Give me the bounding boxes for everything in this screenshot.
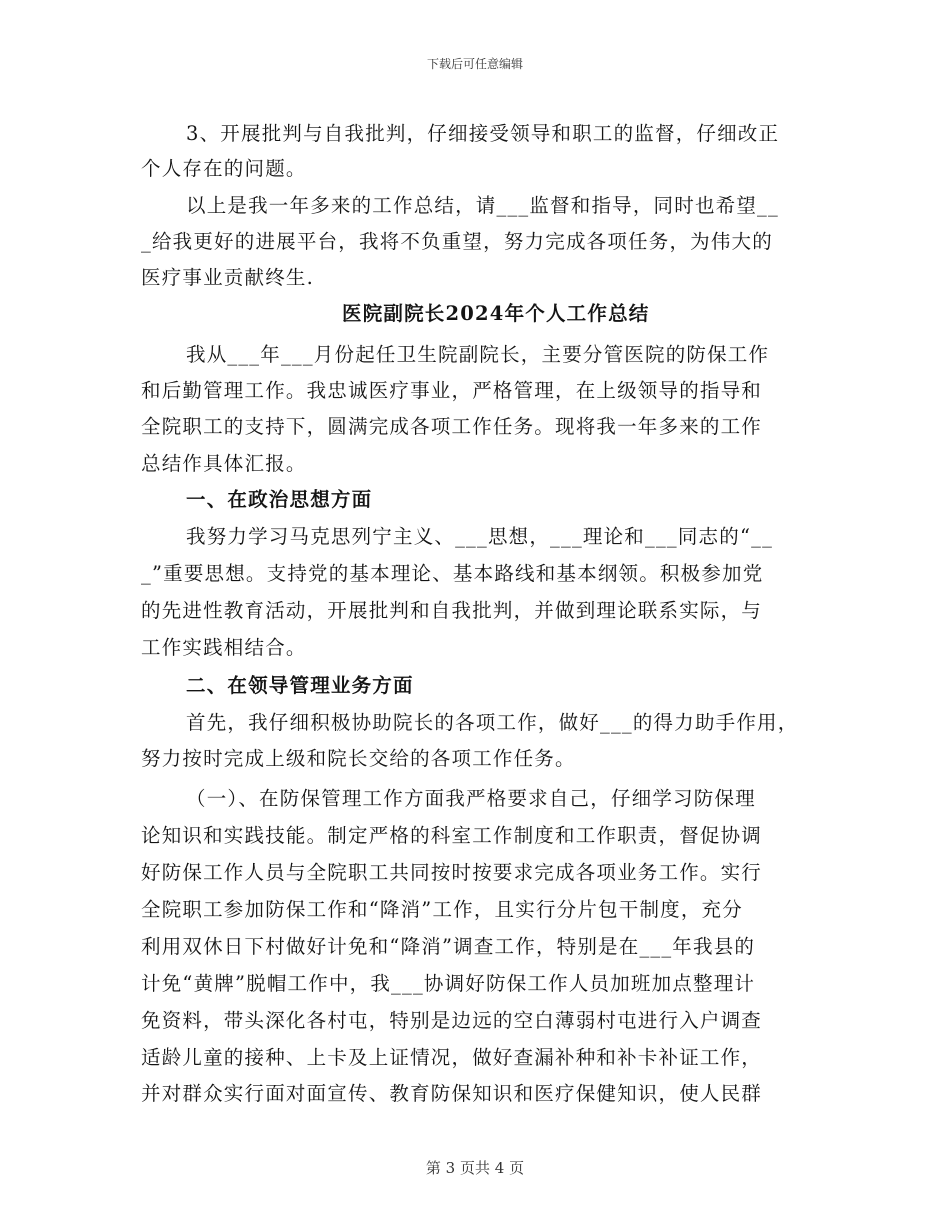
paragraph-line: 医疗事业贡献终生. xyxy=(141,266,314,289)
paragraph-line: 全院职工的支持下，圆满完成各项工作任务。现将我一年多来的工作 xyxy=(141,415,763,438)
paragraph-line: 工作实践相结合。 xyxy=(141,636,307,659)
section-heading-politics: 一、在政治思想方面 xyxy=(186,488,373,511)
paragraph-line: 我从___年___月份起任卫生院副院长，主要分管医院的防保工作 xyxy=(186,343,770,366)
paragraph-line: 免资料，带头深化各村屯，特别是边远的空白薄弱村屯进行入户调查 xyxy=(141,1009,763,1032)
paragraph-line: 适龄儿童的接种、上卡及上证情况，做好查漏补种和补卡补证工作， xyxy=(141,1046,763,1069)
paragraph-line: 总结作具体汇报。 xyxy=(141,452,307,475)
paragraph-line: 好防保工作人员与全院职工共同按时按要求完成各项业务工作。实行 xyxy=(141,861,763,884)
paragraph-line: 论知识和实践技能。制定严格的科室工作制度和工作职责，督促协调 xyxy=(141,824,763,847)
paragraph-line: 个人存在的问题。 xyxy=(141,157,307,180)
paragraph-line: 努力按时完成上级和院长交给的各项工作任务。 xyxy=(141,747,576,770)
paragraph-line: 首先，我仔细积极协助院长的各项工作，做好___的得力助手作用， xyxy=(186,711,799,734)
paragraph-line: 和后勤管理工作。我忠诚医疗事业，严格管理，在上级领导的指导和 xyxy=(141,379,763,402)
paragraph-line: 并对群众实行面对面宣传、教育防保知识和医疗保健知识，使人民群 xyxy=(141,1082,763,1105)
page-header: 下载后可任意编辑 xyxy=(426,57,523,71)
paragraph-line: _给我更好的进展平台，我将不负重望，努力完成各项任务，为伟大的 xyxy=(141,230,773,253)
page-footer: 第 3 页共 4 页 xyxy=(425,1159,525,1177)
paragraph-line: 全院职工参加防保工作和“降消”工作，且实行分片包干制度，充分 xyxy=(141,898,743,921)
section-heading-management: 二、在领导管理业务方面 xyxy=(186,674,414,697)
paragraph-line: 以上是我一年多来的工作总结，请___监督和指导，同时也希望__ xyxy=(186,194,779,217)
paragraph-line: 3、开展批判与自我批判，仔细接受领导和职工的监督，仔细改正 xyxy=(186,122,780,145)
paragraph-line: 计免“黄牌”脱帽工作中，我___协调好防保工作人员加班加点整理计 xyxy=(141,972,756,995)
section-title: 医院副院长2024年个人工作总结 xyxy=(342,302,650,325)
paragraph-line: 利用双休日下村做好计免和“降消”调查工作，特别是在___年我县的 xyxy=(141,935,756,958)
paragraph-line: _”重要思想。支持党的基本理论、基本路线和基本纲领。积极参加党 xyxy=(141,562,764,585)
paragraph-line: 的先进性教育活动，开展批判和自我批判，并做到理论联系实际，与 xyxy=(141,599,763,622)
paragraph-line: （一）、在防保管理工作方面我严格要求自己，仔细学习防保理 xyxy=(186,787,756,810)
paragraph-line: 我努力学习马克思列宁主义、___思想，___理论和___同志的“__ xyxy=(186,525,774,548)
